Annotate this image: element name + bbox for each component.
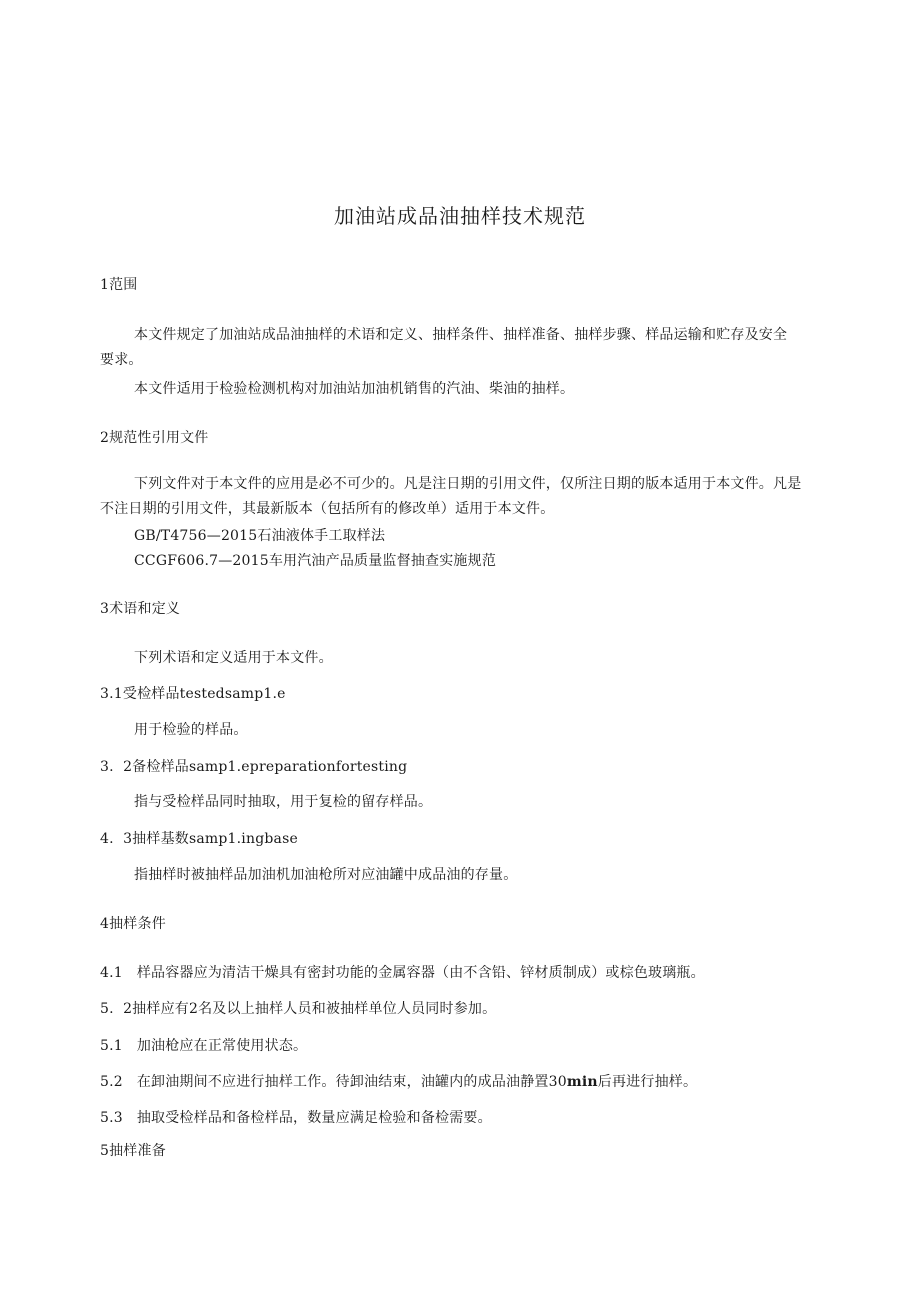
- section-2-heading: 2规范性引用文件: [100, 430, 209, 446]
- section-2-paragraph-line-1: 下列文件对于本文件的应用是必不可少的。凡是注日期的引用文件，仅所注日期的版本适用于本文件。凡是: [134, 476, 802, 492]
- term-2-number: 3.: [100, 759, 114, 775]
- condition-item-4-number: 5.2: [100, 1074, 123, 1090]
- term-3-number: 4.: [100, 831, 114, 847]
- condition-item-2-text: 2抽样应有2名及以上抽样人员和被抽样单位人员同时参加。: [123, 1001, 497, 1017]
- condition-item-2: [100, 1000, 496, 1018]
- condition-item-2-number: 5.: [100, 1001, 114, 1017]
- term-1-name: 受检样品testedsamp1.e: [122, 686, 286, 702]
- section-1-paragraph-2: 本文件适用于检验检测机构对加油站加油机销售的汽油、柴油的抽样。: [134, 381, 575, 397]
- condition-item-5-text: 抽取受检样品和备检样品，数量应满足检验和备检需要。: [136, 1110, 492, 1126]
- term-1-number: 3.1: [100, 686, 123, 702]
- document-title: 加油站成品油抽样技术规范: [334, 204, 586, 228]
- condition-item-1: [100, 964, 705, 982]
- condition-item-5: [100, 1109, 492, 1127]
- condition-item-4-text-c: 后再进行抽样。: [597, 1074, 698, 1090]
- term-2-name: 2备检样品samp1.epreparationfortesting: [123, 759, 408, 775]
- condition-item-3-number: 5.1: [100, 1038, 123, 1054]
- section-3-intro: 下列术语和定义适用于本文件。: [134, 650, 333, 666]
- condition-item-1-number: 4.1: [100, 965, 123, 981]
- term-3-definition: 指抽样时被抽样品加油机加油枪所对应油罐中成品油的存量。: [134, 867, 518, 883]
- section-2-paragraph-line-2: 不注日期的引用文件，其最新版本（包括所有的修改单）适用于本文件。: [100, 501, 555, 517]
- term-3-name: 3抽样基数samp1.ingbase: [123, 831, 298, 847]
- section-4-heading: 4抽样条件: [100, 916, 166, 932]
- term-3: [100, 830, 298, 848]
- section-1-heading: 1范围: [100, 277, 138, 293]
- condition-item-4-unit: min: [566, 1074, 598, 1090]
- section-5-heading: 5抽样准备: [100, 1143, 166, 1159]
- condition-item-3: [100, 1037, 307, 1055]
- section-3-heading: 3术语和定义: [100, 601, 181, 617]
- condition-item-4-text-a: 在卸油期间不应进行抽样工作。待卸油结束，油罐内的成品油静置30: [136, 1074, 567, 1090]
- condition-item-1-text: 样品容器应为清洁干燥具有密封功能的金属容器（由不含铅、锌材质制成）或棕色玻璃瓶。: [136, 965, 705, 981]
- section-1-paragraph-1-line-1: 本文件规定了加油站成品油抽样的术语和定义、抽样条件、抽样准备、抽样步骤、样品运输和贮存及安全: [134, 327, 788, 343]
- term-1: [100, 685, 286, 703]
- term-1-definition: 用于检验的样品。: [134, 722, 248, 738]
- term-2-definition: 指与受检样品同时抽取，用于复检的留存样品。: [134, 794, 433, 810]
- section-1-paragraph-1-line-2: 要求。: [100, 352, 143, 368]
- condition-item-5-number: 5.3: [100, 1110, 123, 1126]
- reference-item-1: GB/T4756—2015石油液体手工取样法: [134, 528, 386, 544]
- condition-item-4: [100, 1073, 697, 1091]
- term-2: [100, 758, 407, 776]
- reference-item-2: CCGF606.7—2015车用汽油产品质量监督抽查实施规范: [134, 553, 497, 569]
- condition-item-3-text: 加油枪应在正常使用状态。: [136, 1038, 308, 1054]
